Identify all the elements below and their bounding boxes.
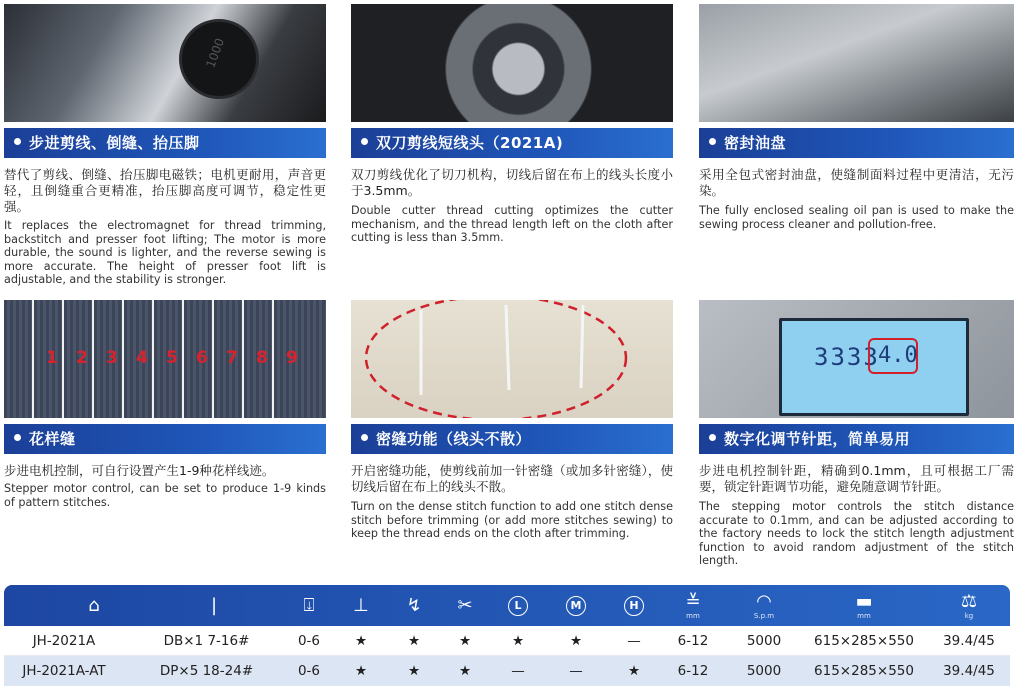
trimmer-cell: ★ (458, 633, 472, 649)
feature-description-en: The stepping motor controls the stitch distance accurate to 0.1mm, and can be adjusted according to the factory needs to lock the stitch length adjustment function to avoid random adjustment of the stitch length. (699, 500, 1014, 567)
feature-description-en: The fully enclosed sealing oil pan is used to make the sewing process cleaner and pollution-free. (699, 204, 1014, 231)
stitch-length-cell: 0-6 (297, 663, 321, 679)
pattern-number: 6 (196, 348, 208, 368)
pattern-number: 4 (136, 348, 148, 368)
feature-title: 密封油盘 (724, 134, 787, 152)
feature-description-en: Double cutter thread cutting optimizes the cutter mechanism, and the thread length left on the cloth after cutting is less than 3.5mm. (351, 204, 673, 244)
H-circle-icon: H (609, 585, 659, 626)
scissors-icon: ✂ (457, 594, 473, 616)
pattern-number: 7 (226, 348, 238, 368)
trimmer-cell: ★ (458, 663, 472, 679)
lift-height-cell: 6-12 (677, 633, 709, 649)
lcd-digits: 3333 (814, 343, 880, 371)
bullet-dot-icon (709, 434, 716, 441)
oil-pan-photo (699, 4, 1014, 122)
feature-title: 密缝功能（线头不散） (376, 430, 532, 448)
heavy-fabric-cell: — (627, 633, 641, 649)
needle-icon: | (210, 594, 218, 616)
size-cell: 615×285×550 (814, 633, 914, 649)
feature-description-cn: 开启密缝功能，使剪线前加一针密缝（或加多针密缝），使切线后留在布上的线头不散。 (351, 463, 673, 494)
L-circle-icon: L (493, 585, 543, 626)
medium-fabric-cell: — (569, 663, 583, 679)
M-circle-icon: M (551, 585, 601, 626)
dense-stitch-highlight (351, 300, 673, 418)
lift-height-cell: 6-12 (677, 663, 709, 679)
bullet-dot-icon (361, 434, 368, 441)
model-cell: JH-2021A-AT (22, 663, 106, 679)
reverse-stitch-icon: ↯ (406, 594, 422, 616)
pattern-number: 1 (46, 348, 58, 368)
presser-foot-cell: ★ (354, 663, 368, 679)
stitch-length-cell: 0-6 (297, 633, 321, 649)
feature-description-cn: 采用全包式密封油盘，使缝制面料过程中更清洁，无污染。 (699, 167, 1014, 198)
lcd-value: 4.0 (878, 343, 918, 368)
feature-title-banner (351, 424, 673, 454)
lcd-display (779, 318, 969, 416)
feature-description-cn: 双刀剪线优化了切刀机构，切线后留在布上的线头长度小于3.5mm。 (351, 167, 673, 198)
table-row (4, 656, 1010, 686)
feature-description-cn: 替代了剪线、倒缝、抬压脚电磁铁；电机更耐用，声音更轻，且倒缝重合更精准，抬压脚高度可调节，稳定性更强。 (4, 167, 326, 214)
needle-cell: DB×1 7-16# (163, 633, 250, 649)
speed-cell: 5000 (746, 663, 782, 679)
stepper-motor-photo (4, 4, 326, 122)
bullet-dot-icon (361, 138, 368, 145)
feature-description-en: Turn on the dense stitch function to add one stitch dense stitch before trimming (or add more stitches sewing) to keep the thread ends on the cloth after trimming. (351, 500, 673, 540)
feature-description-en: Stepper motor control, can be set to produce 1-9 kinds of pattern stitches. (4, 482, 326, 509)
stitch-length-icon: ⍗ (303, 594, 315, 616)
medium-fabric-cell: ★ (569, 633, 583, 649)
reverse-stitch-cell: ★ (407, 663, 421, 679)
feature-title: 数字化调节针距，简单易用 (724, 430, 911, 448)
pattern-number: 2 (76, 348, 88, 368)
bullet-dot-icon (14, 434, 21, 441)
spec-table (4, 585, 1010, 686)
feature-title: 双刀剪线短线头（2021A) (376, 134, 564, 152)
pattern-stitch-photo (4, 300, 326, 418)
package-size-icon: ▬ mm (855, 590, 873, 620)
bullet-dot-icon (709, 138, 716, 145)
sewing-machine-icon: ⌂ (88, 594, 100, 616)
reverse-stitch-cell: ★ (407, 633, 421, 649)
lift-height-icon: ≚ mm (685, 590, 701, 620)
feature-title-banner (699, 128, 1014, 158)
presser-foot-cell: ★ (354, 633, 368, 649)
pattern-number: 5 (166, 348, 178, 368)
dense-stitch-photo (351, 300, 673, 418)
presser-foot-icon: ⊥ (353, 594, 369, 616)
speed-icon: ◠ S.p.m (753, 590, 775, 620)
pattern-number: 8 (256, 348, 268, 368)
feature-title: 步进剪线、倒缝、抬压脚 (29, 134, 200, 152)
feature-title-banner (351, 128, 673, 158)
pattern-number: 3 (106, 348, 118, 368)
model-cell: JH-2021A (32, 633, 96, 649)
feature-title-banner (699, 424, 1014, 454)
motor-dial-label: 1000 (203, 36, 228, 70)
speed-cell: 5000 (746, 633, 782, 649)
bullet-dot-icon (14, 138, 21, 145)
spec-table-header (4, 585, 1010, 626)
size-cell: 615×285×550 (814, 663, 914, 679)
cutter-mechanism-photo (351, 4, 673, 122)
weight-cell: 39.4/45 (943, 633, 995, 649)
light-fabric-cell: — (511, 663, 525, 679)
feature-description-en: It replaces the electromagnet for thread trimming, backstitch and presser foot lifting; The motor is more durable, the sound is lighter, and the reverse sewing is more accurate. The height of presser foot lift is adjustable, and the stability is stronger. (4, 219, 326, 286)
heavy-fabric-cell: ★ (627, 663, 641, 679)
light-fabric-cell: ★ (511, 633, 525, 649)
feature-title: 花样缝 (29, 430, 76, 448)
table-row (4, 626, 1010, 656)
weight-cell: 39.4/45 (943, 663, 995, 679)
control-panel-photo (699, 300, 1014, 418)
feature-description-cn: 步进电机控制针距，精确到0.1mm，且可根据工厂需要，锁定针距调节功能，避免随意调节针距。 (699, 463, 1014, 494)
feature-description-cn: 步进电机控制，可自行设置产生1-9种花样线迹。 (4, 463, 275, 478)
needle-cell: DP×5 18-24# (159, 663, 254, 679)
feature-title-banner (4, 424, 326, 454)
weight-scale-icon: ⚖ kg (960, 590, 978, 620)
feature-title-banner (4, 128, 326, 158)
pattern-number: 9 (286, 348, 298, 368)
